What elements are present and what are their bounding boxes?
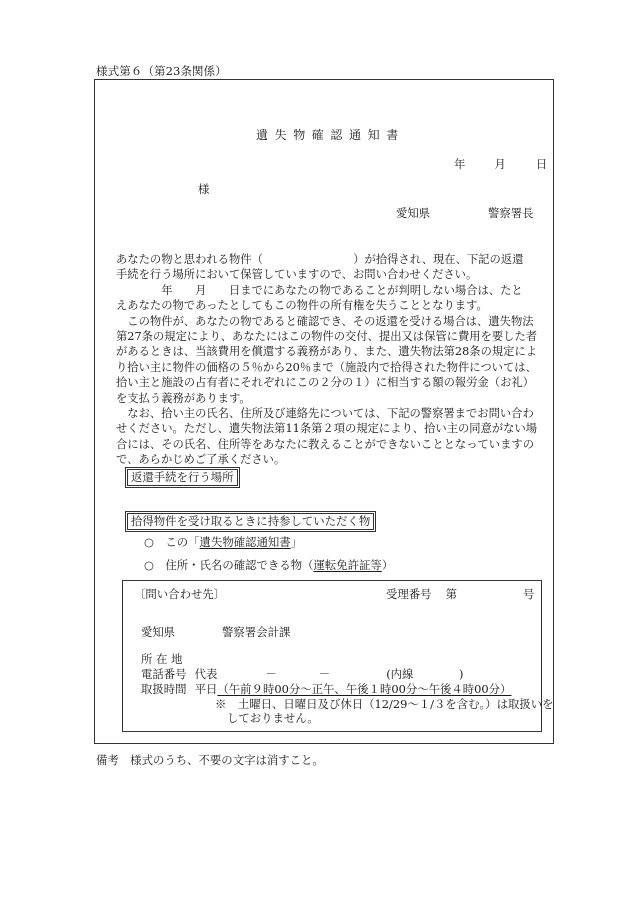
notice-body — [116, 252, 548, 468]
bring-item-id: ○ 住所・氏名の確認できる物（運転免許証等） — [144, 558, 394, 572]
bullet-circle: ○ — [144, 535, 154, 549]
bring-items-heading: 拾得物件を受け取るときに持参していただく物 — [127, 513, 374, 530]
body-line: 合には、その氏名、住所等をあなたに教えることができないこととなっていますの — [116, 437, 534, 451]
body-line: 第27条の規定により、あなたにはこの物件の交付、提出又は保管に費用を要した者 — [116, 330, 538, 344]
issuer-prefecture: 愛知県 — [396, 206, 431, 220]
return-place-heading: 返還手続を行う場所 — [127, 469, 238, 486]
body-line: あなたの物と思われる物件（ ）が拾得され、現在、下記の返還 — [116, 253, 524, 266]
remarks-note: 備考 様式のうち、不要の文字は消すこと。 — [96, 753, 324, 767]
date-month: 月 — [494, 157, 506, 171]
body-line: えあなたの物であったとしてもこの物件の所有権を失うこととなります。 — [116, 299, 488, 313]
id-doc-name: 運転免許証等 — [313, 558, 382, 572]
body-line: 手続を行う場所において保管していますので、お問い合わせください。 — [116, 268, 478, 282]
form-number-label: 様式第６（第23条関係） — [96, 64, 227, 78]
date-day: 日 — [535, 157, 548, 171]
contact-header: 〔問い合わせ先〕 — [134, 587, 226, 601]
bring-item-notice: ○ この「遺失物確認通知書」 — [144, 535, 303, 549]
hours-line: 取扱時間 平日（午前９時00分～正午、午後１時00分～午後４時00分） — [141, 682, 512, 696]
body-line: 年 月 日までにあなたの物であることが判明しない場合は、たと — [116, 283, 523, 297]
date-year: 年 — [454, 157, 466, 171]
closed-days-note: ※ 土曜日、日曜日及び休日（12/29～１/３を含む。）は取扱いを — [215, 697, 554, 711]
issuer-chief: 警察署長 — [488, 206, 534, 220]
contact-prefecture: 愛知県 — [141, 625, 176, 639]
phone-line: 電話番号 代表 － － (内線 ) — [141, 667, 464, 681]
hours-value: （午前９時00分～正午、午後１時00分～午後４時00分） — [217, 682, 512, 696]
contact-department: 警察署会計課 — [222, 625, 291, 639]
body-line: せください。ただし、遺失物法第11条第２項の規定により、拾い主の同意がない場 — [116, 422, 538, 436]
receipt-number: 受理番号 第 号 — [386, 587, 535, 601]
body-line: があるときは、当該費用を償還する義務があり、また、遺失物法第28条の規定によ — [116, 345, 538, 359]
date-line — [454, 159, 547, 170]
body-line: なお、拾い主の氏名、住所及び連絡先については、下記の警察署までお問い合わ — [116, 407, 534, 421]
document-title: 遺失物確認通知書 — [256, 128, 405, 142]
notice-doc-name: 遺失物確認通知書 — [199, 535, 291, 549]
body-line: この物件が、あなたの物であると確認でき、その返還を受ける場合は、遺失物法 — [116, 314, 534, 328]
addressee-suffix: 様 — [198, 182, 210, 196]
address-label: 所 在 地 — [141, 652, 183, 666]
body-line: 拾い主と施設の占有者にそれぞれにこの２分の１）に相当する額の報労金（お礼） — [116, 376, 534, 390]
closed-days-note-cont: しておりません。 — [227, 711, 319, 725]
body-line: り拾い主に物件の価格の５％から20％まで（施設内で拾得された物件については、 — [116, 360, 537, 374]
body-line: で、あらかじめご了承ください。 — [116, 453, 286, 467]
body-line: を支払う義務があります。 — [116, 391, 251, 405]
bullet-circle: ○ — [144, 558, 154, 572]
